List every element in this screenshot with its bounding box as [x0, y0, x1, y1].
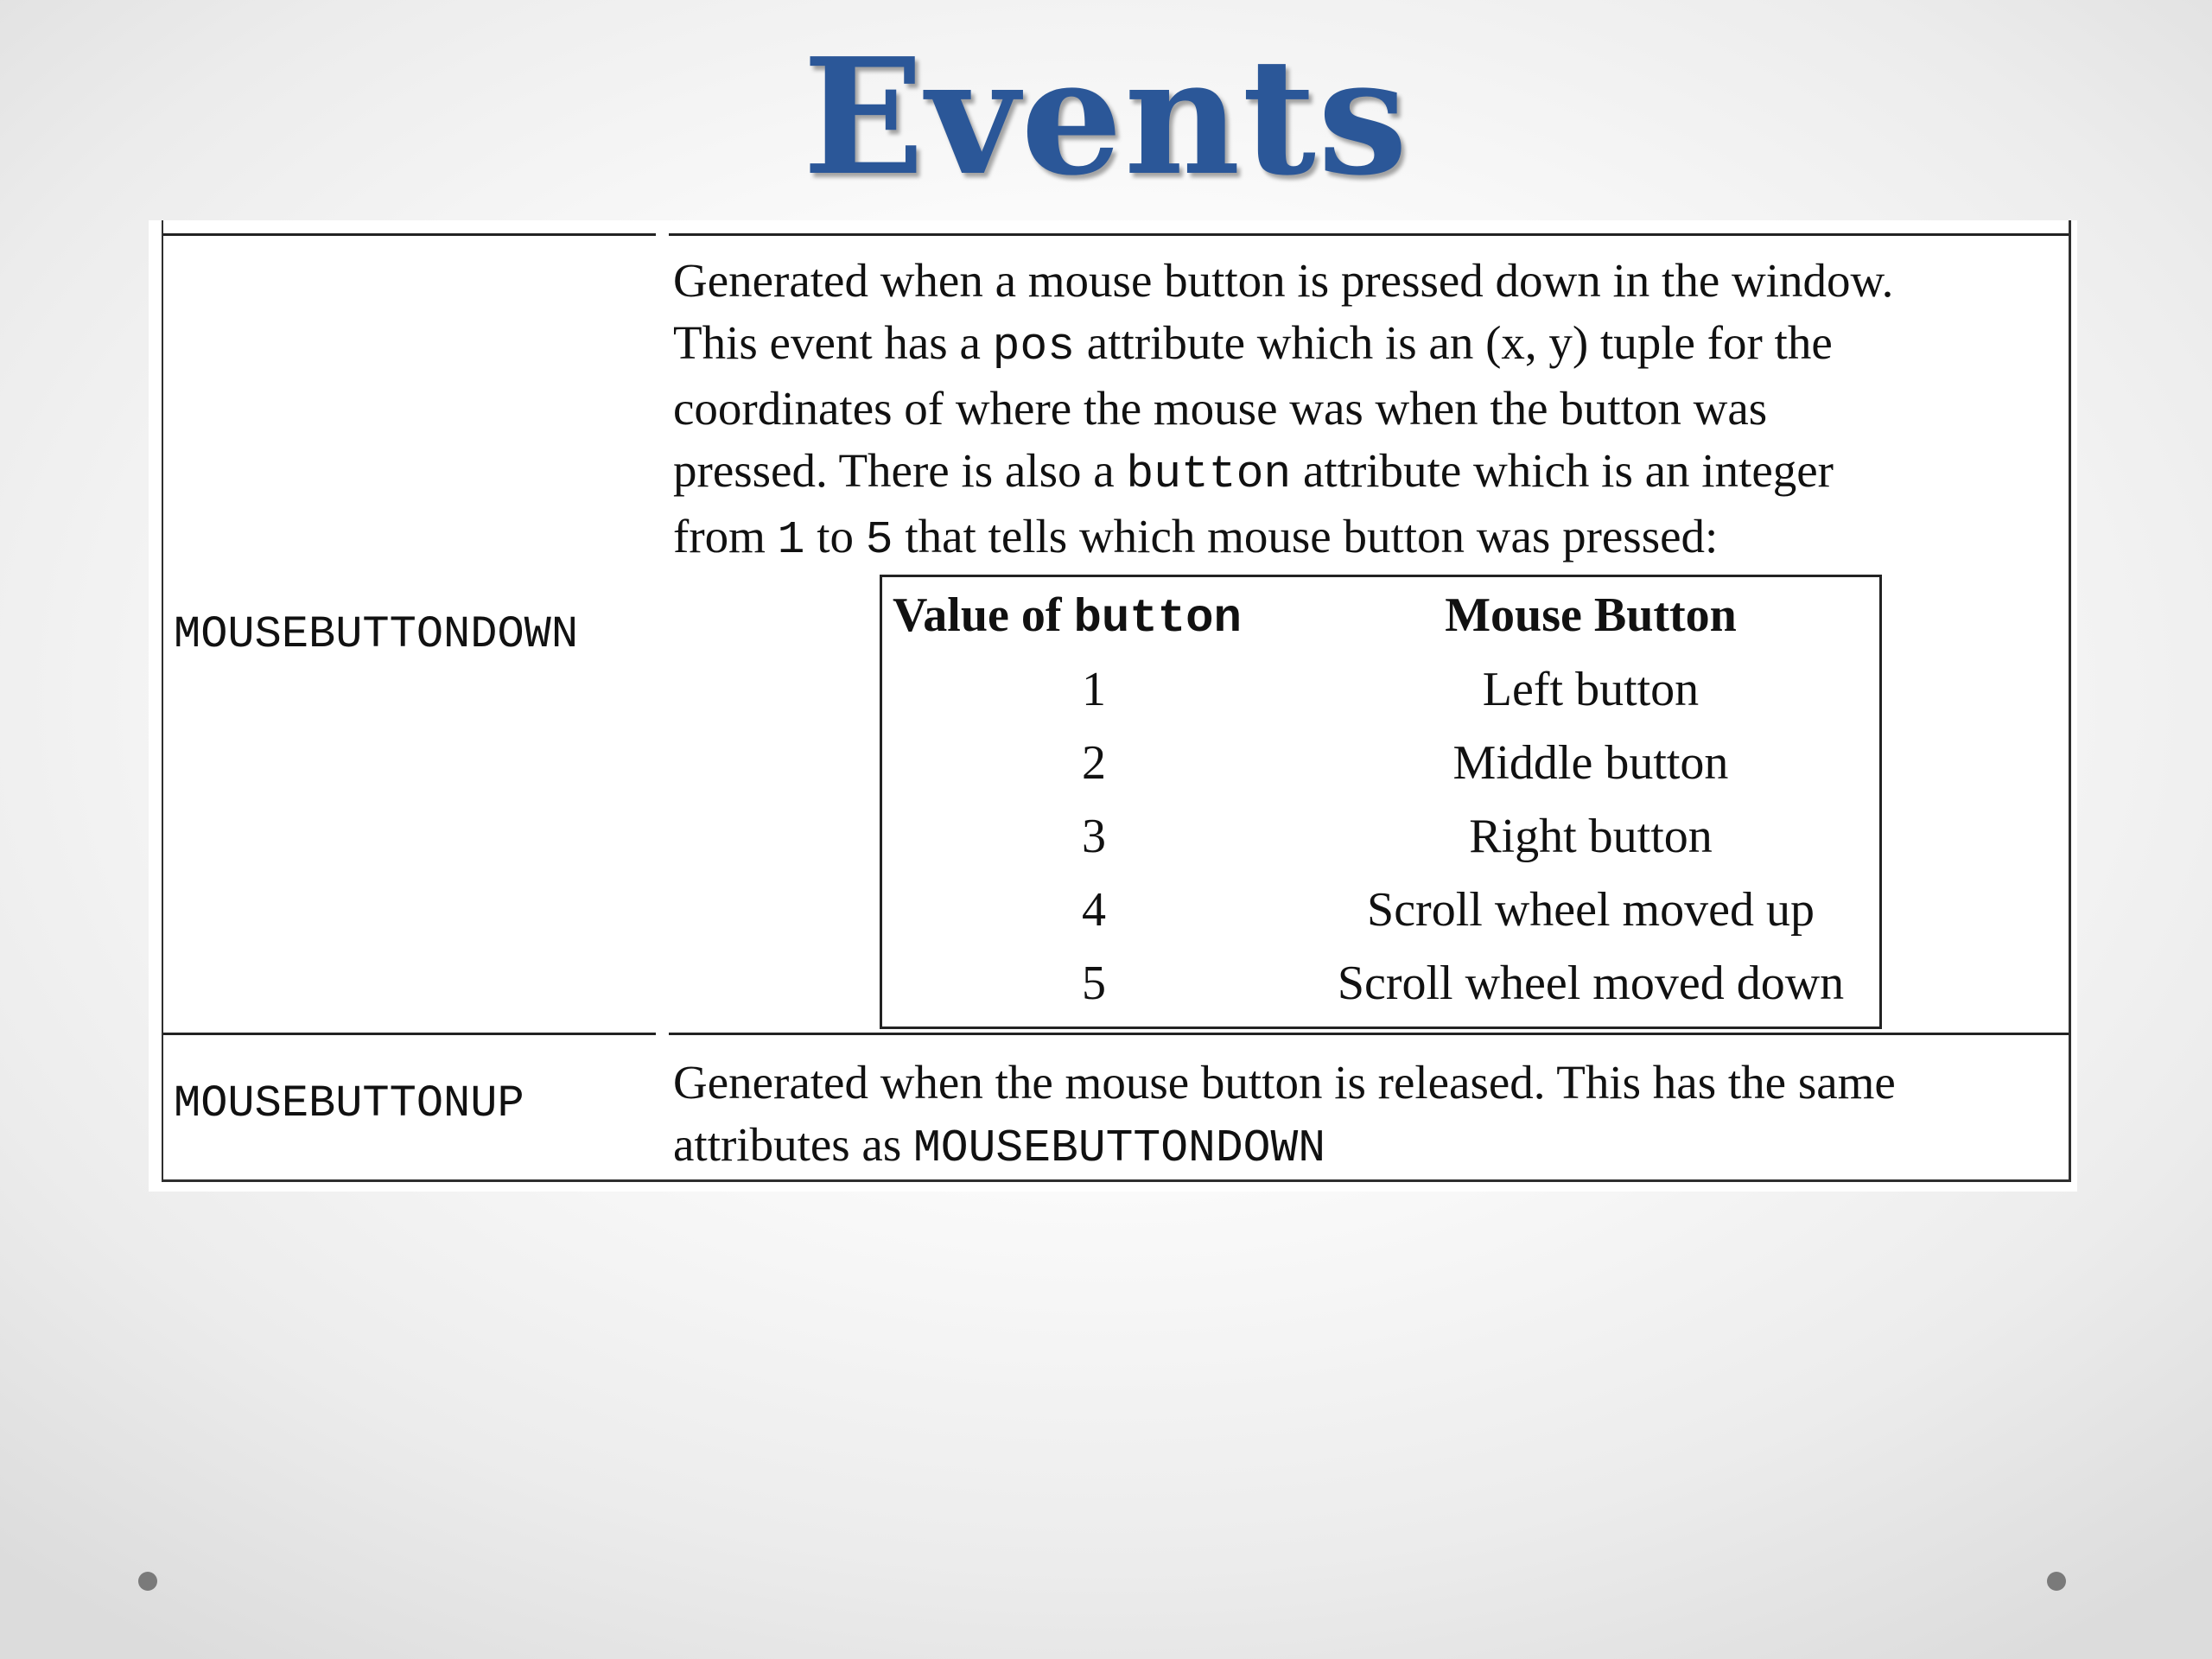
event-reference-table-image — [149, 220, 2077, 1192]
event-description-mousebuttondown — [673, 250, 1893, 571]
table-cell-value: 1 — [1082, 663, 1106, 716]
column-header-value: Value of button — [893, 588, 1242, 645]
table-row-divider-left — [163, 1033, 656, 1035]
slide-corner-dot-right — [2047, 1572, 2066, 1591]
description-line: Generated when a mouse button is pressed down in the window. — [673, 254, 1894, 307]
description-line: This event has a pos attribute which is an (x, y) tuple for the — [673, 316, 1833, 372]
table-cell-value: 5 — [1082, 957, 1106, 1010]
slide-corner-dot-left — [138, 1572, 157, 1591]
table-top-rule-left — [163, 233, 656, 236]
description-line: coordinates of where the mouse was when the button was — [673, 382, 1768, 435]
table-cell-value: 2 — [1082, 736, 1106, 790]
table-cell-button: Scroll wheel moved down — [1337, 957, 1845, 1010]
column-header-mouse-button: Mouse Button — [1445, 588, 1737, 642]
event-description-mousebuttonup — [673, 1052, 1896, 1179]
table-cell-value: 3 — [1082, 810, 1106, 863]
event-name-mousebuttonup: MOUSEBUTTONUP — [174, 1078, 524, 1129]
table-top-rule-right — [669, 233, 2069, 236]
table-cell-value: 4 — [1082, 883, 1106, 937]
description-line: pressed. There is also a button attribute which is an integer — [673, 444, 1834, 500]
description-line: attributes as MOUSEBUTTONDOWN — [673, 1118, 1326, 1174]
table-cell-button: Scroll wheel moved up — [1367, 883, 1815, 937]
table-cell-button: Right button — [1469, 810, 1713, 863]
slide-title: Events — [802, 22, 1410, 211]
events-table — [162, 220, 2071, 1182]
table-cell-button: Left button — [1482, 663, 1700, 716]
table-cell-button: Middle button — [1452, 736, 1729, 790]
event-name-mousebuttondown: MOUSEBUTTONDOWN — [174, 609, 579, 660]
mouse-button-values-table — [880, 575, 1882, 1029]
table-row-divider-right — [669, 1033, 2069, 1035]
description-line: Generated when the mouse button is released. This has the same — [673, 1056, 1896, 1109]
description-line: from 1 to 5 that tells which mouse button was pressed: — [673, 510, 1719, 566]
